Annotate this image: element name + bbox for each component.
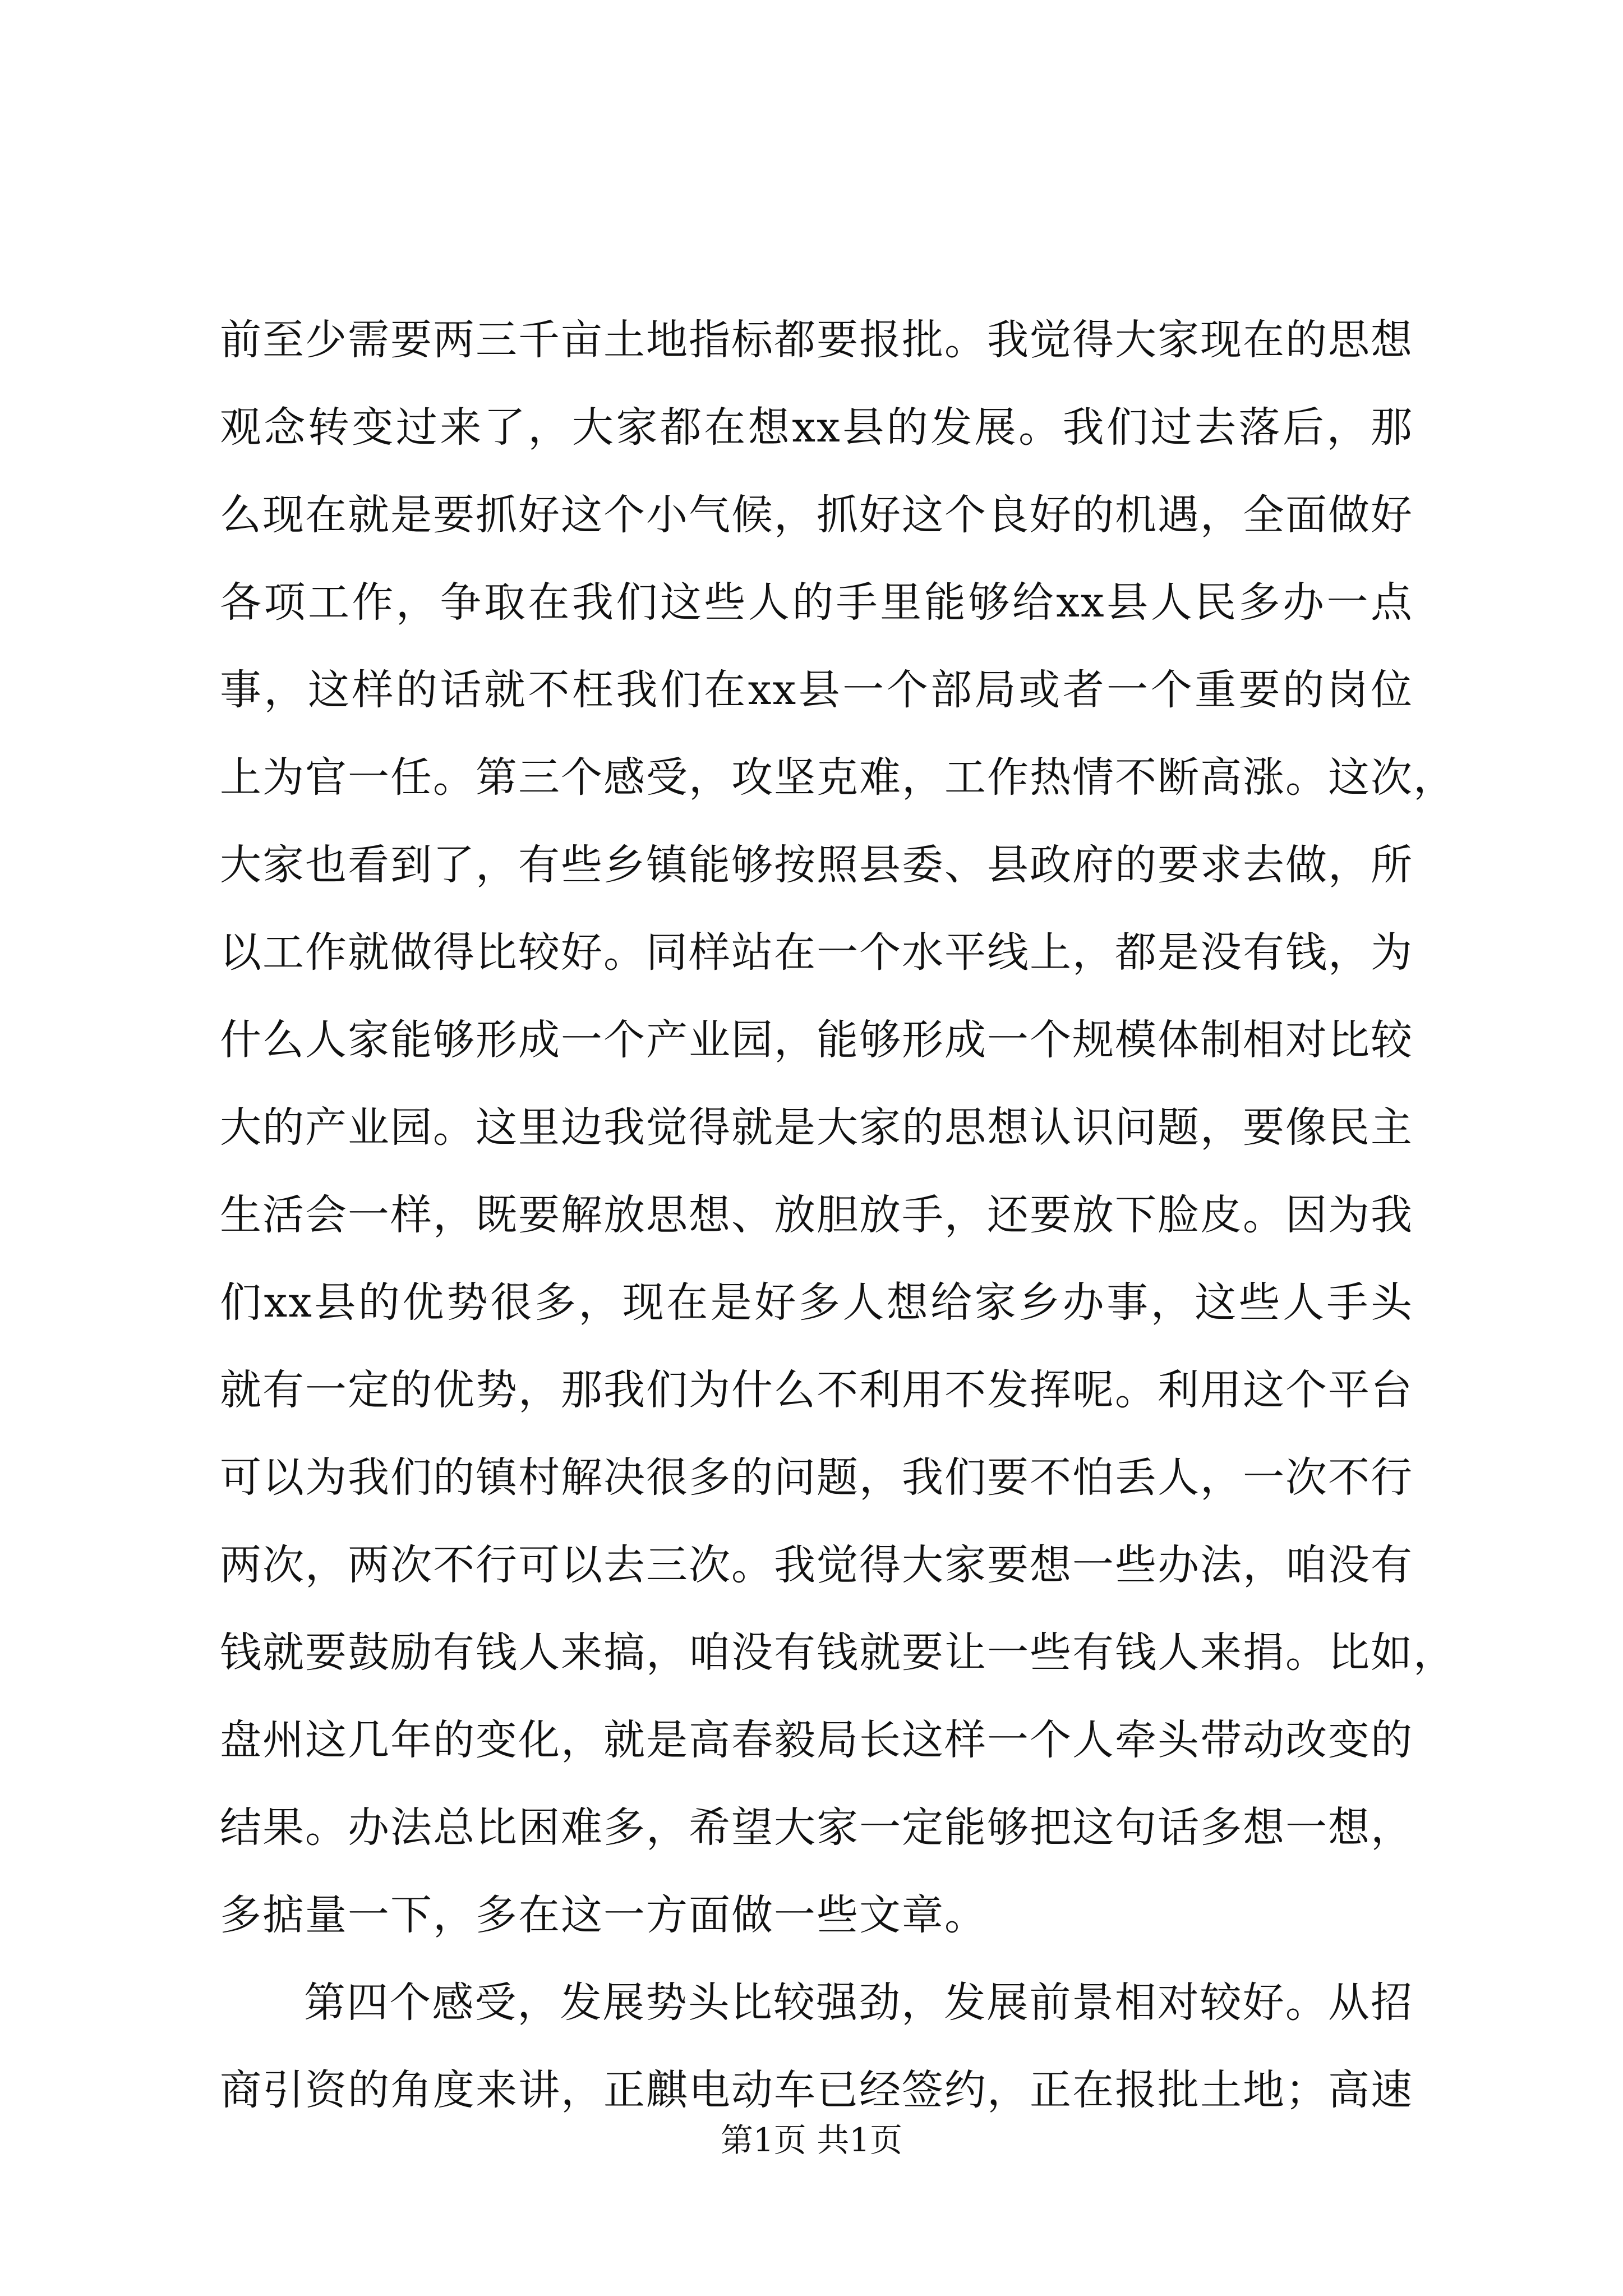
text-line: 上为官一任。第三个感受，攻坚克难，工作热情不断高涨。这次，: [220, 753, 1456, 802]
text-line: 什么人家能够形成一个产业园，能够形成一个规模体制相对比较: [220, 1016, 1413, 1064]
text-line: 么现在就是要抓好这个小气候，抓好这个良好的机遇，全面做好: [220, 491, 1413, 539]
text-line: 结果。办法总比困难多，希望大家一定能够把这句话多想一想，: [220, 1803, 1413, 1852]
text-line: 大家也看到了，有些乡镇能够按照县委、县政府的要求去做，所: [220, 841, 1413, 889]
text-line: 前至少需要两三千亩土地指标都要报批。我觉得大家现在的思想: [220, 316, 1413, 364]
paragraph-first-line: 第四个感受，发展势头比较强劲，发展前景相对较好。从招: [304, 1978, 1413, 2027]
text-line: 商引资的角度来讲，正麒电动车已经签约，正在报批土地；高速: [220, 2066, 1413, 2114]
text-line: 以工作就做得比较好。同样站在一个水平线上，都是没有钱，为: [220, 928, 1413, 977]
text-line: 们xx县的优势很多，现在是好多人想给家乡办事，这些人手头: [220, 1278, 1413, 1327]
text-line: 就有一定的优势，那我们为什么不利用不发挥呢。利用这个平台: [220, 1366, 1413, 1414]
page-footer: [0, 2118, 1623, 2162]
text-line: 事，这样的话就不枉我们在xx县一个部局或者一个重要的岗位: [220, 666, 1413, 714]
page-number-label: 第1页 共1页: [720, 2121, 903, 2159]
body-text: [220, 296, 1456, 2134]
text-line: 各项工作，争取在我们这些人的手里能够给xx县人民多办一点: [220, 578, 1413, 627]
text-line: 观念转变过来了，大家都在想xx县的发展。我们过去落后，那: [220, 403, 1413, 452]
text-line: 可以为我们的镇村解决很多的问题，我们要不怕丢人，一次不行: [220, 1453, 1413, 1502]
text-line: 盘州这几年的变化，就是高春毅局长这样一个人牵头带动改变的: [220, 1716, 1413, 1764]
text-line: 钱就要鼓励有钱人来搞，咱没有钱就要让一些有钱人来捐。比如，: [220, 1628, 1456, 1677]
text-line: 生活会一样，既要解放思想、放胆放手，还要放下脸皮。因为我: [220, 1191, 1413, 1239]
text-line: 大的产业园。这里边我觉得就是大家的思想认识问题，要像民主: [220, 1103, 1413, 1152]
text-line: 两次，两次不行可以去三次。我觉得大家要想一些办法，咱没有: [220, 1541, 1413, 1589]
text-line: 多掂量一下，多在这一方面做一些文章。: [220, 1891, 987, 1939]
